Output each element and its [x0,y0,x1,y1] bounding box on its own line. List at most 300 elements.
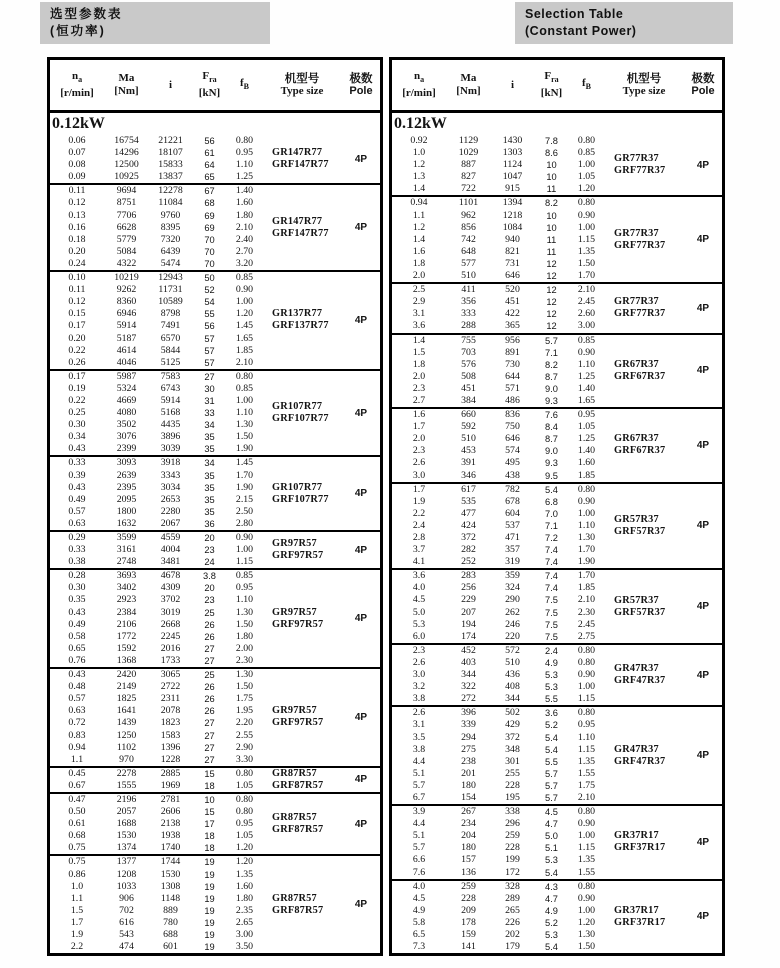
cell-fb: 0.80 [235,370,254,382]
table-row [50,494,262,506]
cell-fb: 0.90 [577,209,596,221]
cell-na: 2.6 [412,656,426,668]
cell-i: 195 [505,791,520,803]
type-size-label [262,457,342,530]
type-size-block [392,568,722,643]
cell-fra: 69 [204,210,215,221]
cell-na: 0.22 [68,344,86,356]
cell-na: 0.57 [68,505,86,517]
cell-i: 438 [505,469,520,481]
type-size-block [392,643,722,705]
cell-fra: 5.1 [545,843,558,854]
cell-fb: 1.35 [577,854,596,866]
cell-i: 730 [505,358,520,370]
cell-fb: 1.40 [235,185,254,197]
table-row [50,631,262,643]
type-size-line: GR97R57 [272,705,317,717]
cell-fra: 7.1 [545,520,558,531]
table-row [392,744,604,756]
cell-fb: 1.00 [577,681,596,693]
table-row [50,457,262,469]
table-row [392,470,604,482]
cell-fra: 27 [204,643,215,654]
cell-fra: 7.4 [545,583,558,594]
cell-fra: 8.4 [545,422,558,433]
cell-fb: 0.90 [577,495,596,507]
cell-fra: 9.0 [545,446,558,457]
cell-ma: 136 [461,866,476,878]
cell-na: 2.4 [412,519,426,531]
table-row [392,147,604,159]
cell-ma: 1029 [458,147,479,159]
cell-i: 3481 [160,556,181,568]
cell-i: 915 [505,183,520,195]
cell-ma: 201 [461,767,476,779]
cell-fra: 35 [204,506,215,517]
table-row [50,693,262,705]
table-row [50,431,262,443]
table-row [392,607,604,619]
cell-ma: 1033 [116,880,137,892]
cell-fra: 5.5 [545,756,558,767]
cell-na: 3.8 [412,743,426,755]
block-rows [50,457,262,530]
cell-ma: 1250 [116,729,137,741]
cell-i: 3702 [160,594,181,606]
cell-i: 372 [505,731,520,743]
cell-fra: 64 [204,160,215,171]
type-size-block [392,333,722,408]
cell-i: 338 [505,806,520,818]
title-cn-line2: (恒功率) [50,24,106,38]
table-row [50,320,262,332]
cell-fb: 1.30 [577,929,596,940]
cell-fb: 1.70 [235,469,254,481]
table-row [50,258,262,270]
cell-fra: 5.7 [545,768,558,779]
cell-fb: 1.80 [235,892,254,904]
cell-na: 0.47 [68,793,86,805]
power-rating-label: 0.12kW [52,115,105,132]
cell-i: 259 [505,830,520,842]
cell-i: 1740 [160,842,181,854]
cell-fra: 10 [204,794,215,805]
table-row [392,197,604,209]
table-row [50,345,262,357]
cell-ma: 2399 [116,443,137,455]
cell-ma: 702 [119,904,134,916]
cell-i: 520 [505,284,520,296]
cell-i: 571 [505,382,520,394]
cell-ma: 1555 [116,779,137,791]
cell-fra: 25 [204,607,215,618]
type-size-line: GRF77R37 [614,165,666,177]
cell-fra: 65 [204,172,215,183]
cell-fb: 2.40 [235,233,254,245]
cell-i: 18107 [158,147,183,159]
pole-label: 4P [696,159,710,171]
cell-fra: 19 [204,942,215,953]
cell-fb: 1.05 [235,779,254,791]
cell-fra: 57 [204,345,215,356]
type-size-line: GR67R37 [614,433,659,445]
table-row [50,570,262,582]
cell-fra: 18 [204,843,215,854]
cell-i: 422 [505,308,520,320]
type-size-line: GRF47R37 [614,675,666,687]
cell-na: 0.17 [68,320,86,332]
cell-i: 12943 [158,272,183,284]
cell-i: 502 [505,707,520,719]
col-header-pole: 极数 Pole [691,71,715,97]
cell-na: 1.3 [412,171,426,183]
type-size-line: GR47R37 [614,663,659,675]
cell-i: 3034 [160,481,181,493]
cell-ma: 453 [461,445,476,457]
cell-ma: 508 [461,370,476,382]
cell-fra: 17 [204,819,215,830]
cell-i: 8798 [160,308,181,320]
table-row [50,818,262,830]
cell-fb: 2.55 [235,729,254,741]
cell-i: 15833 [158,159,183,171]
cell-i: 471 [505,532,520,543]
table-row [392,792,604,804]
cell-na: 0.22 [68,394,86,406]
cell-fra: 15 [204,768,215,779]
block-rows [50,135,262,183]
cell-i: 2668 [160,618,181,630]
cell-fb: 1.00 [577,221,596,233]
blocks [50,135,380,953]
cell-i: 1733 [160,654,181,666]
table-row [50,532,262,544]
cell-i: 6439 [160,245,181,257]
cell-fb: 2.30 [235,654,254,666]
cell-fra: 70 [204,234,215,245]
cell-fra: 20 [204,583,215,594]
cell-fb: 1.90 [235,481,254,493]
cell-fra: 8.2 [545,198,558,209]
cell-na: 0.15 [68,308,86,320]
cell-na: 1.8 [412,358,426,370]
cell-na: 3.0 [412,469,426,481]
type-size-block [50,766,380,792]
cell-fra: 56 [204,321,215,332]
cell-fra: 26 [204,682,215,693]
cell-na: 0.45 [68,767,86,779]
table-row [392,284,604,296]
cell-fb: 1.05 [577,171,596,183]
table-row [392,669,604,681]
type-size-line: GR97R57 [272,606,317,618]
cell-ma: 346 [461,469,476,481]
cell-fra: 19 [204,881,215,892]
cell-na: 2.3 [412,382,426,394]
cell-fb: 0.90 [577,818,596,830]
cell-i: 7491 [160,320,181,332]
cell-i: 889 [163,904,178,916]
cell-i: 604 [505,507,520,519]
cell-fra: 3.6 [545,708,558,719]
type-size-label [604,707,684,804]
pole-label: 4P [696,439,710,451]
cell-i: 510 [505,656,520,668]
type-size-label [262,768,342,792]
table-row [392,222,604,234]
table-row [50,806,262,818]
table-row [392,732,604,744]
cell-fra: 7.5 [545,607,558,618]
cell-i: 1530 [160,868,181,880]
table-row [392,719,604,731]
cell-i: 199 [505,854,520,866]
cell-ma: 5084 [116,245,137,257]
cell-i: 5844 [160,344,181,356]
table-row [392,693,604,705]
type-size-label [262,856,342,953]
type-size-block [50,183,380,270]
cell-na: 3.7 [412,544,426,556]
cell-fb: 1.15 [577,842,596,854]
cell-fra: 19 [204,869,215,880]
cell-fb: 0.90 [235,284,254,296]
cell-fra: 34 [204,458,215,469]
cell-fb: 0.80 [577,135,596,146]
cell-ma: 477 [461,507,476,519]
cell-na: 2.6 [412,707,426,719]
cell-na: 1.0 [412,147,426,159]
cell-fra: 4.5 [545,807,558,818]
pole-label: 4P [354,818,368,830]
table-row [392,320,604,332]
type-size-line: GR37R17 [614,904,659,916]
table-row [392,780,604,792]
col-header-type-size: 机型号 Type size [622,71,666,97]
cell-i: 1218 [502,209,523,221]
cell-na: 0.49 [68,618,86,630]
cell-fb: 1.25 [577,433,596,445]
cell-ma: 5779 [116,233,137,245]
cell-fra: 10 [546,210,557,221]
type-size-line: GRF97R57 [272,717,324,729]
table-row [392,881,604,893]
cell-ma: 1772 [116,630,137,642]
cell-ma: 1102 [116,741,137,753]
cell-na: 1.1 [412,209,426,221]
cell-na: 0.61 [68,818,86,830]
cell-fb: 1.20 [235,308,254,320]
cell-i: 537 [505,519,520,531]
type-size-block [392,282,722,332]
cell-na: 1.4 [412,233,426,245]
block-rows [50,570,262,667]
cell-na: 1.5 [412,346,426,358]
table-row [50,754,262,766]
cell-na: 0.34 [68,431,86,443]
cell-fb: 0.80 [577,644,596,656]
cell-na: 0.33 [68,544,86,556]
table-row [392,210,604,222]
cell-na: 0.20 [68,245,86,257]
col-header-i: i [168,78,173,91]
cell-na: 0.11 [68,284,86,296]
type-size-line: GRF67R37 [614,370,666,382]
cell-fra: 5.3 [545,670,558,681]
cell-fra: 19 [204,857,215,868]
cell-fra: 57 [204,357,215,368]
table-row [50,482,262,494]
cell-ma: 2923 [116,594,137,606]
table-row [50,717,262,729]
block-rows [392,284,604,332]
table-row [50,794,262,806]
cell-fra: 67 [204,186,215,197]
cell-ma: 2278 [116,767,137,779]
cell-fra: 55 [204,309,215,320]
cell-ma: 396 [461,707,476,719]
cell-fb: 1.85 [235,344,254,356]
cell-na: 0.24 [68,257,86,269]
cell-ma: 2106 [116,618,137,630]
pole-label: 4P [696,365,710,377]
cell-ma: 827 [461,171,476,183]
cell-fb: 3.50 [235,941,254,953]
cell-fra: 5.4 [545,942,558,953]
type-size-line: GR57R37 [614,594,659,606]
cell-fb: 1.80 [235,209,254,221]
block-rows [392,806,604,879]
cell-fra: 70 [204,246,215,257]
cell-na: 6.5 [412,929,426,940]
cell-fra: 35 [204,444,215,455]
cell-fb: 0.80 [235,767,254,779]
cell-fra: 5.7 [545,335,558,346]
table-row [50,929,262,941]
cell-fb: 0.85 [235,382,254,394]
block-rows [392,484,604,569]
cell-na: 1.1 [70,753,84,765]
table-row [392,854,604,866]
block-rows [392,197,604,282]
table-row [50,594,262,606]
table-row [392,830,604,842]
cell-fb: 1.35 [577,755,596,767]
cell-fra: 7.4 [545,545,558,556]
table-row [50,730,262,742]
cell-fb: 0.80 [577,806,596,818]
cell-fb: 2.60 [577,308,596,320]
cell-i: 8395 [160,221,181,233]
cell-fra: 26 [204,631,215,642]
title-box-chinese [40,2,270,44]
table-row [50,681,262,693]
cell-na: 0.75 [68,856,86,868]
cell-na: 1.4 [412,334,426,346]
cell-i: 255 [505,767,520,779]
cell-i: 4309 [160,582,181,594]
cell-fb: 1.10 [235,407,254,419]
cell-ma: 12500 [114,159,139,171]
type-size-label [262,570,342,667]
cell-fb: 1.20 [235,842,254,854]
cell-ma: 2395 [116,481,137,493]
cell-i: 429 [505,719,520,731]
cell-ma: 14296 [114,147,139,159]
cell-fra: 26 [204,694,215,705]
type-size-block [392,804,722,879]
cell-i: 265 [505,904,520,916]
cell-i: 3065 [160,669,181,681]
cell-fb: 1.10 [235,159,254,171]
cell-ma: 962 [461,209,476,221]
pole-label: 4P [354,153,368,165]
cell-i: 13837 [158,171,183,183]
title-en-line1: Selection Table [525,7,624,21]
col-header-na: $n_a$ [r/min] [402,70,436,99]
table-row [392,941,604,953]
cell-ma: 2639 [116,469,137,481]
cell-fra: 5.5 [545,694,558,705]
table-row [50,171,262,183]
type-size-line: GRF77R37 [614,239,666,251]
cell-na: 2.2 [70,941,84,953]
table-row [392,335,604,347]
cell-i: 4004 [160,544,181,556]
cell-fra: 5.4 [545,744,558,755]
cell-fb: 2.10 [235,221,254,233]
cell-fb: 1.00 [235,394,254,406]
cell-fra: 54 [204,297,215,308]
cell-ma: 256 [461,582,476,594]
cell-fb: 3.20 [235,257,254,269]
cell-fra: 57 [204,333,215,344]
cell-i: 319 [505,556,520,568]
cell-na: 0.26 [68,356,86,368]
table-row [392,929,604,941]
type-size-line: GR87R57 [272,812,317,824]
cell-ma: 2748 [116,556,137,568]
table-row [50,210,262,222]
cell-i: 436 [505,669,520,681]
cell-na: 1.9 [70,929,84,940]
cell-fb: 1.35 [577,245,596,257]
cell-fb: 1.45 [235,320,254,332]
type-size-line: GRF37R17 [614,916,666,928]
cell-i: 9760 [160,209,181,221]
cell-i: 646 [505,433,520,445]
cell-fb: 0.80 [235,135,254,146]
table-row [392,270,604,282]
cell-i: 572 [505,644,520,656]
cell-ma: 1208 [116,868,137,880]
cell-na: 3.5 [412,731,426,743]
cell-na: 7.6 [412,866,426,878]
table-row [50,705,262,717]
table-row [392,308,604,320]
cell-ma: 703 [461,346,476,358]
cell-i: 357 [505,544,520,556]
cell-i: 5125 [160,356,181,368]
table-row [392,484,604,496]
table-row [50,917,262,929]
table-row [392,681,604,693]
cell-na: 2.9 [412,296,426,308]
cell-i: 328 [505,880,520,892]
pole-label: 4P [696,520,710,532]
cell-fra: 27 [204,655,215,666]
cell-na: 2.0 [412,433,426,445]
